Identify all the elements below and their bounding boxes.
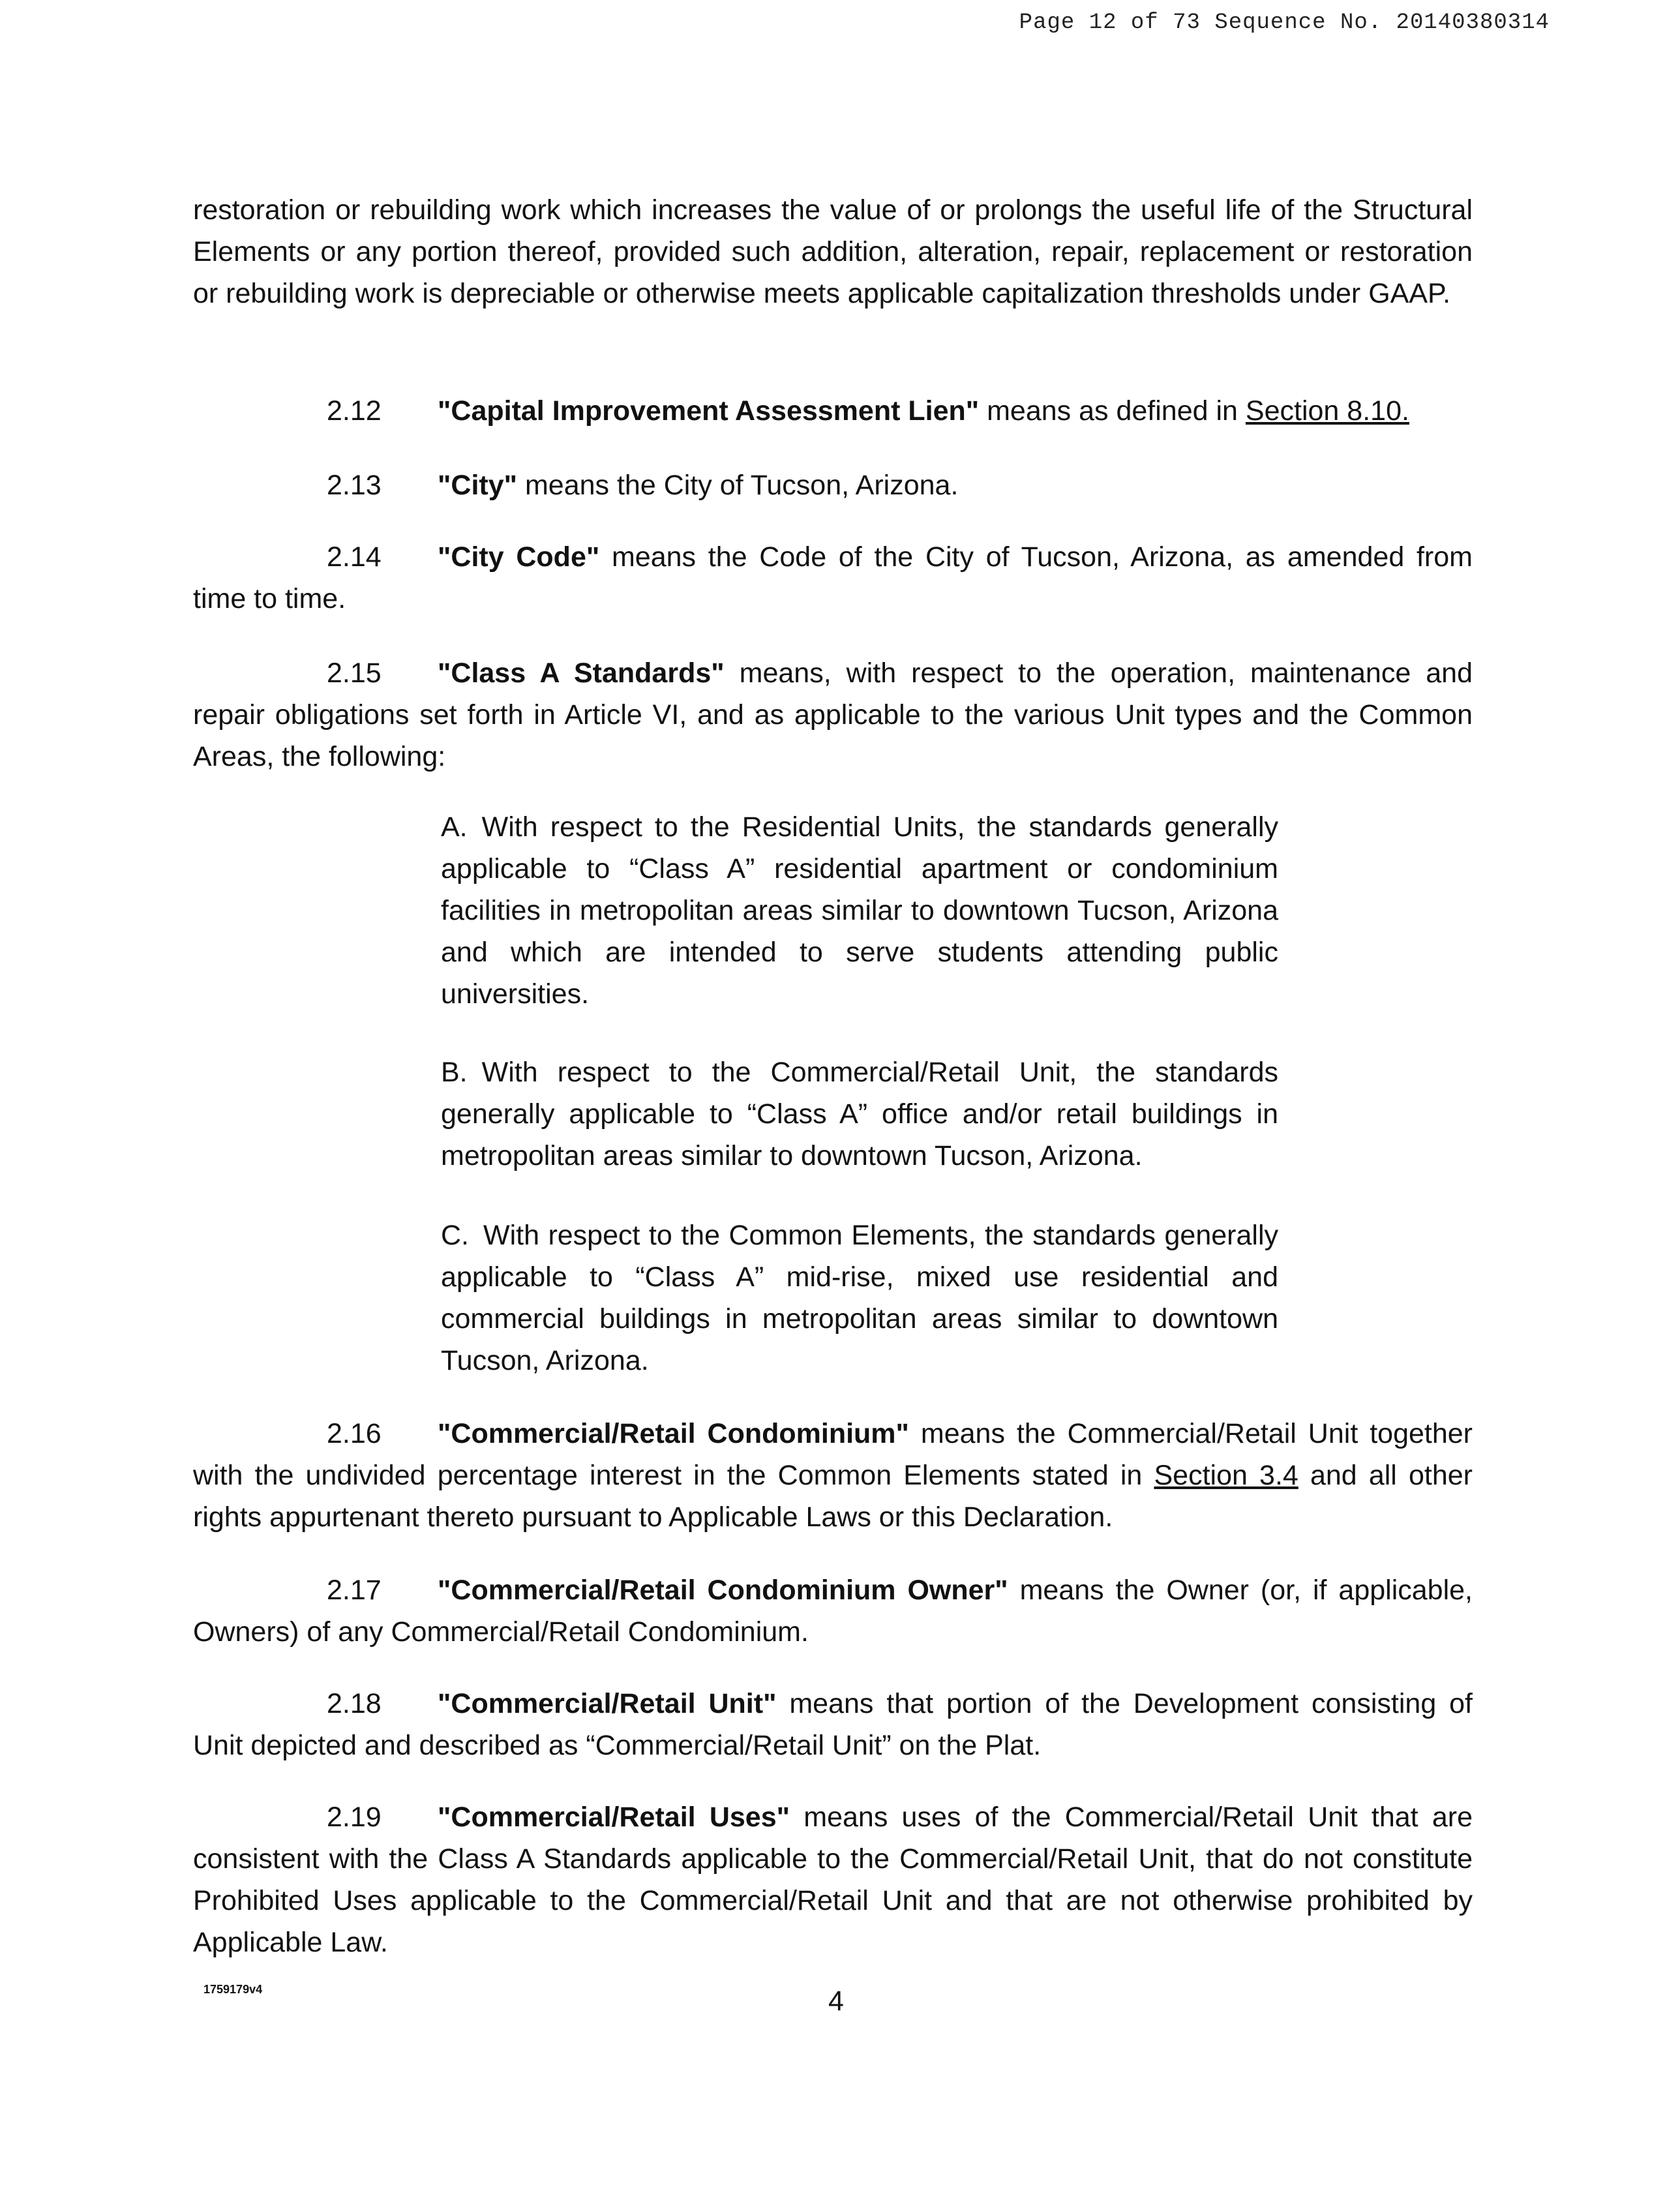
definition-2-19 xyxy=(193,1796,1473,1963)
subparagraph-letter: A. xyxy=(441,811,468,843)
definition-2-14 xyxy=(193,536,1473,620)
defined-term: "Commercial/Retail Unit" xyxy=(438,1688,777,1719)
definition-2-15 xyxy=(193,652,1473,777)
section-number: 2.14 xyxy=(327,541,382,573)
definition-text: means the City of Tucson, Arizona. xyxy=(517,470,959,501)
definition-text: means the Commercial/Retail Unit together with the undivided percentage interest in the Common Elements stated in xyxy=(193,1418,1473,1491)
subparagraph-c xyxy=(441,1214,1278,1381)
page-number: 4 xyxy=(828,1985,844,2017)
intro-paragraph xyxy=(193,189,1473,314)
subparagraph-text: With respect to the Commercial/Retail Unit, the standards generally applicable to “Class A” office and/or retail buildings in metropolitan areas similar to downtown Tucson, Arizona. xyxy=(441,1057,1278,1171)
section-number: 2.19 xyxy=(327,1802,382,1833)
definition-2-18 xyxy=(193,1683,1473,1766)
subparagraph-letter: B. xyxy=(441,1057,468,1088)
section-reference: Section 8.10. xyxy=(1245,395,1409,427)
section-number: 2.17 xyxy=(327,1575,382,1606)
defined-term: "Capital Improvement Assessment Lien" xyxy=(438,395,980,427)
defined-term: "City" xyxy=(438,470,518,501)
subparagraph-letter: C. xyxy=(441,1220,469,1251)
subparagraph-b xyxy=(441,1051,1278,1177)
definition-2-16 xyxy=(193,1413,1473,1538)
section-number: 2.16 xyxy=(327,1418,382,1449)
defined-term: "Commercial/Retail Uses" xyxy=(438,1802,790,1833)
page-header: Page 12 of 73 Sequence No. 20140380314 xyxy=(1019,10,1550,35)
intro-text: restoration or rebuilding work which increases the value of or prolongs the useful life of the Structural Elements or any portion thereof, provided such addition, alteration, repair, replacement or restoration or rebuilding work is depreciable or otherwise meets applicable capitalization thresholds under GAAP. xyxy=(193,194,1473,309)
definition-2-17 xyxy=(193,1569,1473,1653)
defined-term: "City Code" xyxy=(438,541,600,573)
section-number: 2.13 xyxy=(327,470,382,501)
document-id: 1759179v4 xyxy=(203,1983,263,1996)
definition-2-12 xyxy=(193,390,1473,432)
section-reference: Section 3.4 xyxy=(1154,1460,1298,1491)
definition-text: means uses of the Commercial/Retail Unit that are consistent with the Class A Standards applicable to the Commercial/Retail Unit, that do not constitute Prohibited Uses applicable to the Commercial/Retail Unit and that are not otherwise prohibited by Applicable Law. xyxy=(193,1802,1473,1958)
definition-text: means, with respect to the operation, maintenance and repair obligations set forth in Article VI, and as applicable to the various Unit types and the Common Areas, the following: xyxy=(193,657,1473,772)
section-number: 2.15 xyxy=(327,657,382,689)
definition-text: means as defined in xyxy=(979,395,1246,427)
definition-text-rest: and all other rights appurtenant thereto pursuant to Applicable Laws or this Declaration. xyxy=(193,1460,1473,1533)
defined-term: "Commercial/Retail Condominium" xyxy=(438,1418,909,1449)
section-number: 2.18 xyxy=(327,1688,382,1719)
definition-text: means the Owner (or, if applicable, Owners) of any Commercial/Retail Condominium. xyxy=(193,1575,1473,1648)
subparagraph-text: With respect to the Residential Units, the standards generally applicable to “Class A” residential apartment or condominium facilities in metropolitan areas similar to downtown Tucson, Arizona and which are intended to serve students attending public universities. xyxy=(441,811,1278,1010)
subparagraph-text: With respect to the Common Elements, the standards generally applicable to “Class A” mid-rise, mixed use residential and commercial buildings in metropolitan areas similar to downtown Tucson, Arizona. xyxy=(441,1220,1278,1376)
subparagraph-a xyxy=(441,806,1278,1015)
defined-term: "Commercial/Retail Condominium Owner" xyxy=(438,1575,1008,1606)
definition-text: means the Code of the City of Tucson, Arizona, as amended from time to time. xyxy=(193,541,1473,614)
definition-text: means that portion of the Development consisting of Unit depicted and described as “Commercial/Retail Unit” on the Plat. xyxy=(193,1688,1473,1761)
definition-2-13 xyxy=(193,464,1473,506)
defined-term: "Class A Standards" xyxy=(438,657,725,689)
section-number: 2.12 xyxy=(327,395,382,427)
